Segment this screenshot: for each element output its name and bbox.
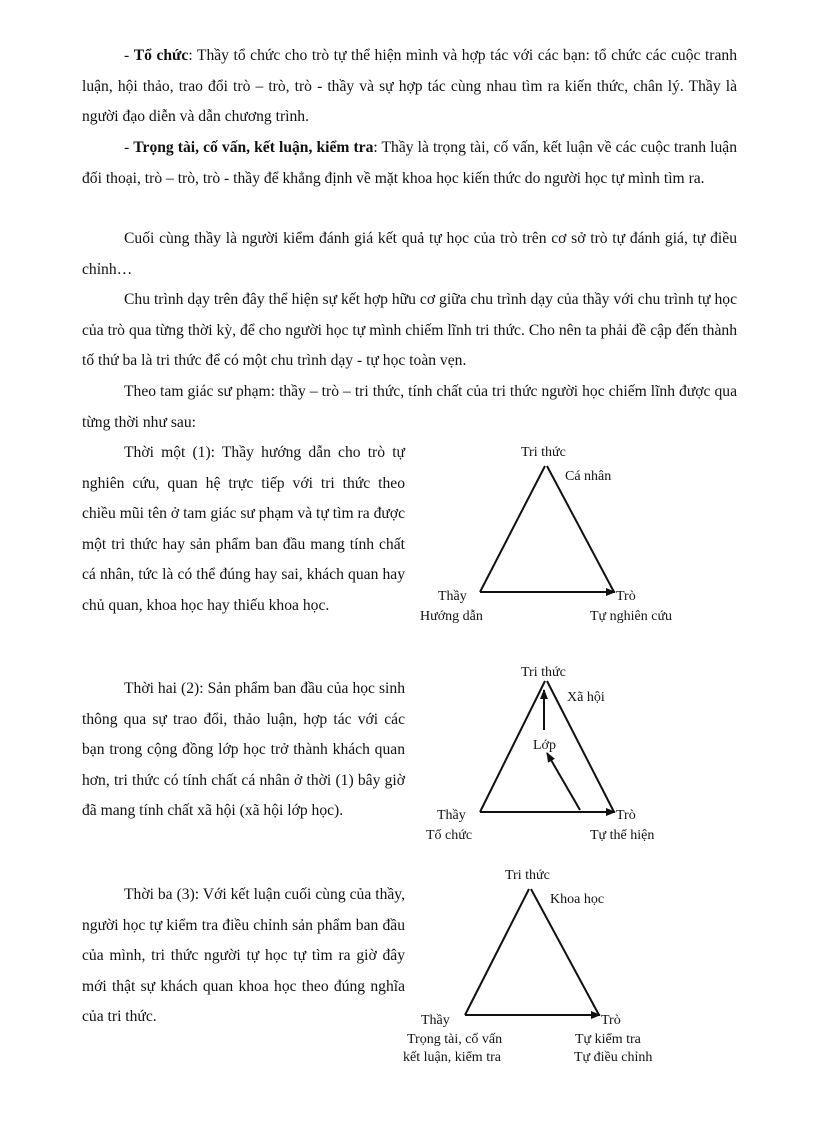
term-trong-tai: Trọng tài, cố vấn, kết luận, kiểm tra (133, 139, 374, 156)
paragraph-tam-giac: Theo tam giác sư phạm: thầy – trò – tri thức, tính chất của tri thức người học chiếm lĩnh được qua từng thời như sau: (82, 383, 737, 431)
arrow-tro-to-lop (547, 753, 580, 810)
label-tri-thuc: Tri thức (521, 665, 566, 680)
bullet-prefix: - (124, 139, 134, 156)
label-tro: Trò (601, 1013, 621, 1028)
label-tri-thuc: Tri thức (505, 868, 550, 883)
triangle-diagram-2 (410, 655, 710, 855)
paragraph-text: : Thầy là trọng tài, cố vấn, kết luận về các cuộc tranh luận đối thoại, trò – trò, trò - thầy để khẳng định về mặt khoa học kiến thức do người học tự mình tìm ra. (82, 139, 738, 187)
label-tu-nghien-cuu: Tự nghiên cứu (590, 609, 673, 624)
label-xa-hoi: Xã hội (567, 690, 605, 705)
paragraph-thoi-mot: Thời một (1): Thầy hướng dẫn cho trò tự nghiên cứu, quan hệ trực tiếp với tri thức theo chiều mũi tên ở tam giác sư phạm và tự tìm ra được một tri thức hay sản phẩm ban đầu mang tính chất cá nhân, tức là có thể đúng hay sai, khách quan hay chủ quan, khoa học hay thiếu khoa học. (82, 444, 405, 614)
label-tro: Trò (616, 589, 636, 604)
edge-right (547, 466, 614, 592)
label-to-chuc: Tổ chức (426, 828, 473, 843)
term-to-chuc: Tổ chức (133, 47, 189, 64)
label-tu-kiem-tra: Tự kiểm tra (575, 1032, 641, 1047)
label-tu-dieu-chinh: Tự điều chỉnh (574, 1050, 653, 1065)
triangle-diagram-1 (410, 440, 710, 640)
paragraph-chu-trinh: Chu trình dạy trên đây thể hiện sự kết hợp hữu cơ giữa chu trình dạy của thầy với chu trình tự học của trò qua từng thời kỳ, để cho người học tự mình chiếm lĩnh tri thức. Cho nên ta phải đề cập đến thành tố thứ ba là tri thức để có một chu trình dạy - tự học toàn vẹn. (82, 291, 737, 370)
paragraph-to-chuc (82, 41, 737, 133)
paragraph-trong-tai (82, 133, 737, 194)
label-huong-dan: Hướng dẫn (420, 609, 483, 624)
edge-left (480, 466, 545, 592)
label-thay: Thầy (437, 808, 466, 823)
edge-left (465, 889, 529, 1015)
edge-right (531, 889, 599, 1015)
label-khoa-hoc: Khoa học (550, 892, 605, 907)
label-ca-nhan: Cá nhân (565, 469, 612, 484)
label-tri-thuc: Tri thức (521, 445, 566, 460)
paragraph-thoi-hai: Thời hai (2): Sản phẩm ban đầu của học sinh thông qua sự trao đổi, thảo luận, hợp tác với các bạn trong cộng đồng lớp học trở thành khách quan hơn, tri thức có tính chất cá nhân ở thời (1) bây giờ đã mang tính chất xã hội (xã hội lớp học). (82, 680, 405, 820)
paragraph-thoi-ba: Thời ba (3): Với kết luận cuối cùng của thầy, người học tự kiểm tra điều chỉnh sản phẩm ban đầu của mình, tri thức người tự học tự tìm ra giờ đây mới thật sự khách quan khoa học theo đúng nghĩa của tri thức. (82, 886, 405, 1026)
label-trong-tai-co-van: Trọng tài, cố vấn (407, 1032, 503, 1047)
label-ket-luan-kiem-tra: kết luận, kiểm tra (403, 1050, 501, 1065)
triangle-diagram-3 (390, 862, 710, 1072)
label-lop: Lớp (533, 738, 556, 753)
label-tu-the-hien: Tự thể hiện (590, 828, 655, 843)
label-tro: Trò (616, 808, 636, 823)
bullet-prefix: - (124, 47, 134, 64)
label-thay: Thầy (438, 589, 467, 604)
label-thay: Thầy (421, 1013, 450, 1028)
paragraph-cuoi-cung: Cuối cùng thầy là người kiểm đánh giá kết quả tự học của trò trên cơ sở trò tự đánh giá, tự điều chỉnh… (82, 230, 737, 278)
paragraph-text: : Thầy tổ chức cho trò tự thể hiện mình và hợp tác với các bạn: tổ chức các cuộc tranh luận, hội thảo, trao đổi trò – trò, trò - thầy và sự hợp tác cùng nhau tìm ra kiến thức, chân lý. Thầy là người đạo diễn và dẫn chương trình. (82, 47, 737, 126)
